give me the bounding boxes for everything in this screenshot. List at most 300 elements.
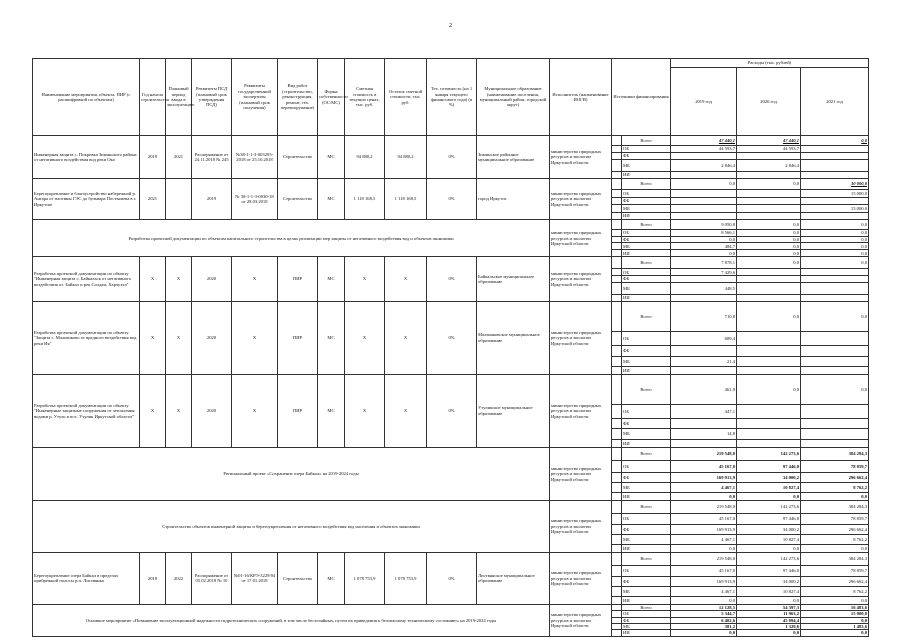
value-cell [801, 269, 869, 276]
cell-executor: министерство природных ресурсов и экологии Иркутской области [550, 447, 612, 500]
source-label: ИИ [622, 596, 671, 604]
col-remain: Остаток сметной стоимости, тыс. руб. [385, 59, 427, 136]
source-label: ИИ [622, 366, 671, 374]
source-label: МБ [622, 205, 671, 213]
source-label: МБ [622, 243, 671, 250]
table-row [33, 257, 869, 269]
value-cell [801, 345, 869, 356]
source-label: ФБ [622, 418, 671, 428]
value-cell: 8 566,1 [671, 230, 737, 237]
value-cell: 0,0 [801, 257, 869, 269]
cell-municipality: Утуликское муниципальное образование [477, 374, 550, 447]
value-cell: 97 446,0 [737, 565, 801, 576]
col-municipality: Муниципальное образование (наименование поселения, муниципальный район, городской округ) [477, 59, 550, 136]
col-year-2019: 2019 год [671, 68, 737, 136]
value-cell [801, 331, 869, 345]
value-cell: 11 963,2 [737, 611, 801, 617]
source-marker [612, 544, 622, 552]
source-marker [612, 282, 622, 294]
value-cell: 0,0 [801, 230, 869, 237]
value-cell: 0,0 [801, 301, 869, 331]
value-cell [801, 404, 869, 418]
source-label: ИИ [622, 250, 671, 257]
value-cell [671, 205, 737, 213]
cell-name: Разработка проектной документации по объекту "Инженерная защита с. Байкальск от негативного воздействия оз. Байкал и рек Солдан, Харчухта" [33, 257, 140, 301]
value-cell [801, 428, 869, 439]
value-cell: 44 593,7 [737, 146, 801, 153]
value-cell: 381,2 [671, 624, 737, 630]
source-label: ИИ [622, 544, 671, 552]
source-label: ОБ [622, 565, 671, 576]
col-expenses: Расходы (тыс. рублей) [671, 59, 869, 68]
page-number: 2 [449, 23, 452, 29]
value-cell: 8 762,2 [801, 534, 869, 544]
value-cell [801, 172, 869, 179]
source-marker [612, 257, 622, 269]
cell-municipality: Зиминское районное муниципальное образование [477, 136, 550, 179]
value-cell: 7 878,1 [671, 257, 737, 269]
table-row [33, 447, 869, 460]
value-cell: 0,0 [737, 544, 801, 552]
cell-year-start: 2018 [140, 552, 166, 604]
value-cell: 0,0 [671, 630, 737, 636]
value-cell: 0,0 [671, 237, 737, 243]
source-marker [612, 534, 622, 544]
source-label: МБ [622, 160, 671, 172]
cell-ready: 0% [427, 301, 477, 374]
cell-ready: 0% [427, 136, 477, 179]
value-cell: 384 284,3 [801, 447, 869, 460]
source-label: Всего [622, 136, 671, 146]
value-cell [737, 269, 801, 276]
value-cell: 142 273,6 [737, 500, 801, 513]
source-label: ФБ [622, 576, 671, 586]
value-cell: 0,0 [801, 243, 869, 250]
source-marker [612, 447, 622, 460]
source-marker [612, 345, 622, 356]
source-marker [612, 160, 622, 172]
value-cell: 34 000,2 [737, 472, 801, 482]
table-row [33, 136, 869, 146]
cell-psd: Распоряжение от 05.02.2018 № 10 [192, 552, 232, 604]
source-marker [612, 482, 622, 492]
cell-ready: 0% [427, 374, 477, 447]
value-cell: 34 000,2 [737, 524, 801, 534]
source-marker [612, 301, 622, 331]
cell-municipality: Мальчиковское муниципальное образование [477, 301, 550, 374]
source-marker [612, 439, 622, 447]
source-label: Всего [622, 500, 671, 513]
source-label: ФБ [622, 198, 671, 205]
cell-name: Берегоукрепление и благоустройство набережной р. Ангара от плотины ГЭС до бульвара Постышева в г. Иркутске [33, 179, 140, 220]
value-cell: 710,8 [671, 301, 737, 331]
value-cell [801, 439, 869, 447]
source-marker [612, 586, 622, 596]
section-title: Разработка проектной документации по объектам капитального строительства в целях реализации мер защиты от негативного воздействия вод и объектов экономики [33, 220, 550, 257]
source-marker [612, 136, 622, 146]
value-cell [801, 356, 869, 366]
source-marker [612, 146, 622, 153]
cell-municipality: город Иркутск [477, 179, 550, 220]
value-cell: 54 397,3 [737, 604, 801, 610]
value-cell: 0,0 [801, 220, 869, 230]
value-cell [801, 366, 869, 374]
table-row [33, 552, 869, 565]
value-cell [737, 205, 801, 213]
value-cell: 0,0 [737, 237, 801, 243]
value-cell [801, 418, 869, 428]
cell-name: Разработка проектной документации по объекту "Инженерные защитные сооружения от затопления водами р. Утуль в пос. Утулик Иркутской области" [33, 374, 140, 447]
col-psd: Реквизиты ПСД (плановый срок утверждения ПСД) [192, 59, 232, 136]
source-marker [612, 428, 622, 439]
source-label: МБ [622, 482, 671, 492]
value-cell: 16 483,6 [801, 604, 869, 610]
col-year-start: Год начала строительства [140, 59, 166, 136]
value-cell: 4 467,1 [671, 482, 737, 492]
source-marker [612, 205, 622, 213]
cell-expertise: №01-16/КРЭ-3229/04 от 17.01.2018 [232, 552, 278, 604]
value-cell: 44 593,7 [671, 146, 737, 153]
section-title: Региональный проект «Сохранение озера Байкал» на 2019-2024 годы [33, 447, 550, 500]
source-label: ОБ [622, 146, 671, 153]
value-cell [671, 345, 737, 356]
cell-executor: министерство природных ресурсов и экологии Иркутской области [550, 136, 612, 179]
cell-executor: министерство природных ресурсов и экологии Иркутской области [550, 301, 612, 374]
source-label: МБ [622, 282, 671, 294]
source-label: Всего [622, 301, 671, 331]
source-label: ОБ [622, 190, 671, 198]
value-cell [737, 190, 801, 198]
source-label: ОБ [622, 611, 671, 617]
value-cell: 0,0 [801, 492, 869, 500]
cell-remain: 94 880,2 [385, 136, 427, 179]
value-cell: 384 284,3 [801, 552, 869, 565]
cell-name: Берегоукрепление озера Байкал в пределах прибрежной полосы р.п. Листвянка [33, 552, 140, 604]
value-cell: 47 440,1 [671, 136, 737, 146]
source-marker [612, 220, 622, 230]
source-label: ОБ [622, 460, 671, 472]
cell-year-start: X [140, 301, 166, 374]
cell-work: Строительство [278, 552, 318, 604]
cell-expertise: X [232, 374, 278, 447]
col-expertise: Реквизиты государственной экспертизы (плановый срок получения) [232, 59, 278, 136]
value-cell: 296 662,4 [801, 576, 869, 586]
source-label: МБ [622, 428, 671, 439]
value-cell: 78 859,7 [801, 565, 869, 576]
cell-year-end: X [166, 301, 192, 374]
value-cell: 1 483,6 [801, 624, 869, 630]
source-marker [612, 294, 622, 301]
col-year-2021: 2021 год [801, 68, 869, 136]
source-marker [612, 576, 622, 586]
value-cell: 461,9 [671, 374, 737, 404]
value-cell [801, 153, 869, 160]
investment-table [32, 58, 869, 637]
source-marker [612, 524, 622, 534]
source-marker [612, 269, 622, 276]
value-cell: 5 344,7 [671, 611, 737, 617]
cell-year-start: 2021 [140, 179, 166, 220]
source-label: ФБ [622, 524, 671, 534]
value-cell: 0,0 [737, 179, 801, 190]
value-cell [737, 404, 801, 418]
value-cell [671, 418, 737, 428]
source-label: ФБ [622, 237, 671, 243]
table-row [33, 220, 869, 230]
source-label: ОБ [622, 269, 671, 276]
source-marker [612, 356, 622, 366]
cell-year-end [166, 179, 192, 220]
value-cell: 2 846,4 [671, 160, 737, 172]
value-cell: 448,5 [671, 282, 737, 294]
source-label: МБ [622, 356, 671, 366]
value-cell: 0,0 [737, 630, 801, 636]
cell-executor: министерство природных ресурсов и экологии Иркутской области [550, 220, 612, 257]
value-cell [737, 198, 801, 205]
cell-ownership: МС [318, 301, 345, 374]
value-cell: 0,0 [801, 136, 869, 146]
value-cell [737, 282, 801, 294]
value-cell: 12 128,5 [671, 604, 737, 610]
value-cell: 447,1 [671, 404, 737, 418]
source-label: Всего [622, 604, 671, 610]
source-label: Всего [622, 552, 671, 565]
cell-cost: X [345, 257, 385, 301]
value-cell: 7 429,6 [671, 269, 737, 276]
cell-expertise: № 38-1-1-3-0030-18 от 28.03.2018 [232, 179, 278, 220]
value-cell: 296 662,4 [801, 472, 869, 482]
value-cell: 15 000,0 [801, 205, 869, 213]
value-cell: 45 167,0 [671, 460, 737, 472]
source-marker [612, 418, 622, 428]
value-cell [737, 366, 801, 374]
source-marker [612, 472, 622, 482]
col-year-2020: 2020 год [737, 68, 801, 136]
source-marker [612, 213, 622, 220]
value-cell: 0,0 [801, 596, 869, 604]
col-executor: Исполнитель (наименование ИОГВ) [550, 59, 612, 136]
value-cell: 384 284,3 [801, 500, 869, 513]
cell-ownership: МС [318, 257, 345, 301]
cell-psd: 2020 [192, 257, 232, 301]
cell-expertise: X [232, 257, 278, 301]
source-marker [612, 513, 622, 524]
value-cell: 0,0 [801, 630, 869, 636]
cell-work: ПИР [278, 257, 318, 301]
cell-psd: 2020 [192, 301, 232, 374]
source-marker [612, 460, 622, 472]
value-cell: 689,4 [671, 331, 737, 345]
value-cell: 9 050,8 [671, 220, 737, 230]
cell-ownership: МС [318, 374, 345, 447]
cell-work: Строительство [278, 179, 318, 220]
col-year-end: Плановый период ввода в эксплуатацию [166, 59, 192, 136]
cell-executor: министерство природных ресурсов и экологии Иркутской области [550, 552, 612, 604]
value-cell [801, 282, 869, 294]
source-label: Всего [622, 447, 671, 460]
value-cell: 0,0 [737, 492, 801, 500]
source-label: ИИ [622, 492, 671, 500]
table-row [33, 179, 869, 190]
value-cell: 47 440,1 [737, 136, 801, 146]
value-cell: 169 913,9 [671, 524, 737, 534]
cell-ownership: МС [318, 179, 345, 220]
value-cell: 0,0 [737, 243, 801, 250]
section-title: Строительство объектов инженерной защиты и берегоукрепления от негативного воздействия вод населения и объектов экономики [33, 500, 550, 552]
source-marker [612, 565, 622, 576]
source-marker [612, 179, 622, 190]
value-cell [801, 294, 869, 301]
source-label: ИИ [622, 439, 671, 447]
value-cell: 34 000,2 [737, 576, 801, 586]
source-label: Всего [622, 257, 671, 269]
source-label: ОБ [622, 230, 671, 237]
source-label: ФБ [622, 472, 671, 482]
value-cell: 0,0 [801, 617, 869, 623]
value-cell [737, 439, 801, 447]
cell-remain: 1 078 753,9 [385, 552, 427, 604]
cell-cost: 1 118 168,5 [345, 179, 385, 220]
table-row [33, 301, 869, 331]
value-cell: 4 467,1 [671, 534, 737, 544]
value-cell: 45 094,4 [737, 617, 801, 623]
value-cell: 142 273,6 [737, 552, 801, 565]
value-cell: 0,0 [671, 596, 737, 604]
source-label: ОБ [622, 331, 671, 345]
cell-cost: X [345, 301, 385, 374]
value-cell: 78 859,7 [801, 513, 869, 524]
value-cell: 142 273,6 [737, 447, 801, 460]
value-cell [737, 294, 801, 301]
value-cell [801, 213, 869, 220]
cell-year-start: 2019 [140, 136, 166, 179]
value-cell [671, 172, 737, 179]
value-cell [801, 198, 869, 205]
source-marker [612, 366, 622, 374]
cell-work: ПИР [278, 301, 318, 374]
source-label: Всего [622, 179, 671, 190]
cell-executor: министерство природных ресурсов и экологии Иркутской области [550, 374, 612, 447]
source-marker [612, 198, 622, 205]
source-marker [612, 172, 622, 179]
cell-psd: 2020 [192, 374, 232, 447]
col-sources: Источники финансирования [612, 59, 671, 136]
value-cell: 8 762,2 [801, 586, 869, 596]
source-label: ИИ [622, 630, 671, 636]
value-cell: 6 402,6 [671, 617, 737, 623]
value-cell: 10 827,4 [737, 534, 801, 544]
source-marker [612, 331, 622, 345]
source-label: ФБ [622, 276, 671, 282]
value-cell: 169 913,9 [671, 472, 737, 482]
cell-ready: 0% [427, 179, 477, 220]
value-cell [737, 331, 801, 345]
value-cell: 0,0 [737, 257, 801, 269]
value-cell [737, 356, 801, 366]
value-cell [737, 153, 801, 160]
section-title: Основное мероприятие «Повышение эксплуатационной надежности гидротехнических сооружений, в том числе бесхозяйных, путем их приведения к безопасному техническому состоянию» на 2019-2024 годы [33, 604, 550, 636]
cell-name: Разработка проектной документации по объекту "Защита с. Мальчиково от вредного воздействия вод реки Ия" [33, 301, 140, 374]
value-cell [737, 345, 801, 356]
value-cell: 78 859,7 [801, 460, 869, 472]
value-cell: 0,0 [671, 492, 737, 500]
cell-ownership: МС [318, 136, 345, 179]
value-cell: 169 913,9 [671, 576, 737, 586]
cell-name: Инженерная защита с. Покровка Зиминского района от негативного воздействия вод реки Ока [33, 136, 140, 179]
cell-ownership: МС [318, 552, 345, 604]
value-cell: 296 662,4 [801, 524, 869, 534]
cell-executor: министерство природных ресурсов и экологии Иркутской области [550, 500, 612, 552]
source-marker [612, 250, 622, 257]
value-cell: 0,0 [671, 544, 737, 552]
source-label: ИИ [622, 172, 671, 179]
cell-year-end: 2022 [166, 552, 192, 604]
value-cell: 0,0 [737, 301, 801, 331]
cell-psd: 2019 [192, 179, 232, 220]
cell-year-end: X [166, 374, 192, 447]
value-cell: 0,0 [737, 220, 801, 230]
value-cell [671, 213, 737, 220]
source-label: МБ [622, 624, 671, 630]
value-cell [801, 160, 869, 172]
source-marker [612, 492, 622, 500]
cell-year-end: X [166, 257, 192, 301]
source-marker [612, 230, 622, 237]
value-cell: 0,0 [801, 237, 869, 243]
source-label: ИИ [622, 213, 671, 220]
cell-remain: X [385, 257, 427, 301]
value-cell [737, 213, 801, 220]
value-cell: 14,8 [671, 428, 737, 439]
cell-municipality: Листвянское муниципальное образование [477, 552, 550, 604]
value-cell: 8 762,2 [801, 482, 869, 492]
value-cell: 30 000,0 [801, 179, 869, 190]
cell-municipality: Байкальское муниципальное образование [477, 257, 550, 301]
cell-remain: 1 118 168,5 [385, 179, 427, 220]
value-cell [737, 172, 801, 179]
source-marker [612, 404, 622, 418]
value-cell [671, 190, 737, 198]
value-cell: 1 329,6 [737, 624, 801, 630]
source-marker [612, 190, 622, 198]
cell-year-start: X [140, 374, 166, 447]
col-work: Вид работ (строительство, реконструкция, ремонт, тех. перевооружение) [278, 59, 318, 136]
table-row [33, 500, 869, 513]
cell-work: ПИР [278, 374, 318, 447]
value-cell: 219 548,0 [671, 447, 737, 460]
cell-ready: 0% [427, 257, 477, 301]
cell-psd: Распоряжение от 24.11.2018 № 245 [192, 136, 232, 179]
source-label: МБ [622, 534, 671, 544]
value-cell: 10 827,4 [737, 482, 801, 492]
value-cell [671, 153, 737, 160]
source-marker [612, 243, 622, 250]
source-marker [612, 552, 622, 565]
value-cell: 0,0 [737, 596, 801, 604]
value-cell [671, 366, 737, 374]
value-cell: 0,0 [737, 374, 801, 404]
col-cost: Сметная стоимость в текущих ценах, тыс. руб. [345, 59, 385, 136]
source-label: ФБ [622, 153, 671, 160]
value-cell [737, 428, 801, 439]
value-cell: 0,0 [737, 230, 801, 237]
cell-year-end: 2021 [166, 136, 192, 179]
value-cell [801, 146, 869, 153]
cell-cost: 94 880,2 [345, 136, 385, 179]
table-body [33, 136, 869, 637]
source-marker [612, 630, 622, 636]
source-label: Всего [622, 374, 671, 404]
